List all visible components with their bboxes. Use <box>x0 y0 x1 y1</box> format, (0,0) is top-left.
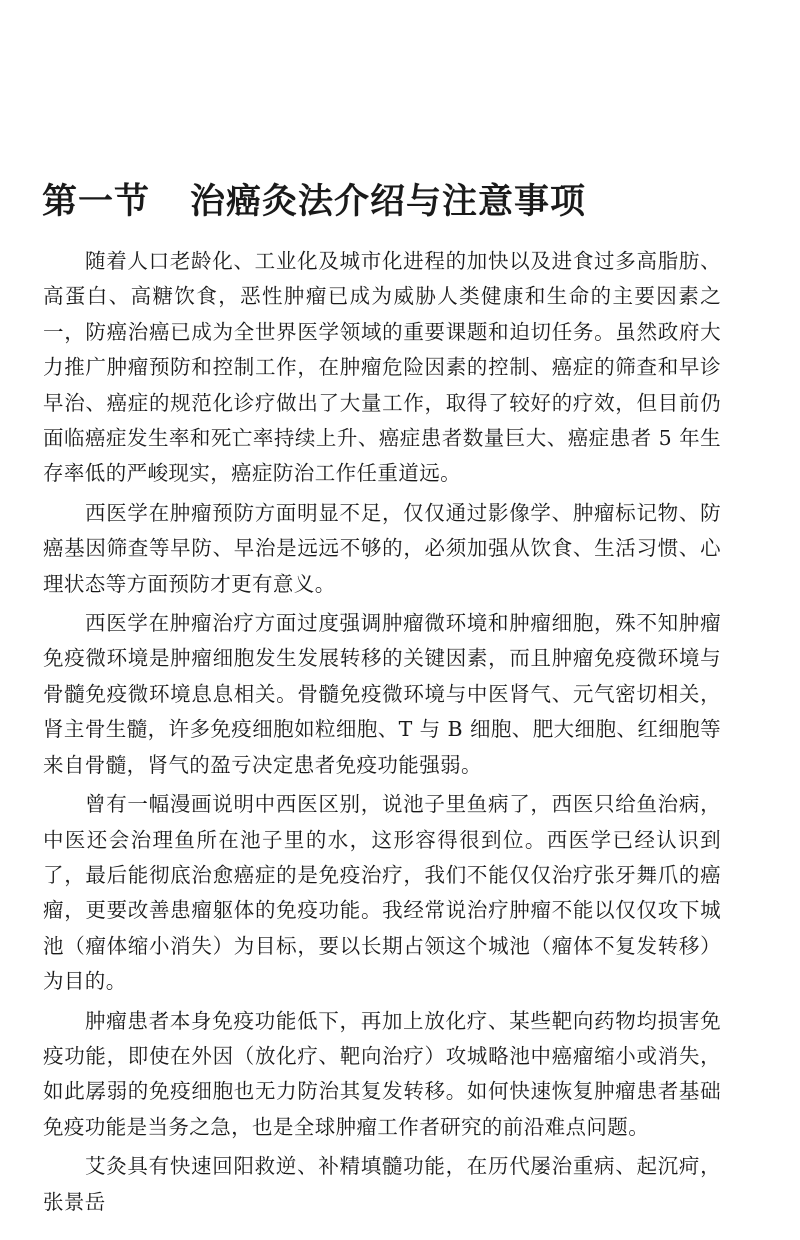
paragraph: 西医学在肿瘤治疗方面过度强调肿瘤微环境和肿瘤细胞，殊不知肿瘤免疫微环境是肿瘤细胞发生发展转移的关键因素，而且肿瘤免疫微环境与骨髓免疫微环境息息相关。骨髓免疫微环境与中医肾气、元气密切相关，肾主骨生髓，许多免疫细胞如粒细胞、T 与 B 细胞、肥大细胞、红细胞等来自骨髓，肾气的盈亏决定患者免疫功能强弱。 <box>43 611 721 777</box>
paragraph: 随着人口老龄化、工业化及城市化进程的加快以及进食过多高脂肪、高蛋白、高糖饮食，恶性肿瘤已成为威胁人类健康和生命的主要因素之一，防癌治癌已成为全世界医学领域的重要课题和迫切任务。虽然政府大力推广肿瘤预防和控制工作，在肿瘤危险因素的控制、癌症的筛查和早诊早治、癌症的规范化诊疗做出了大量工作，取得了较好的疗效，但目前仍面临癌症发生率和死亡率持续上升、癌症患者数量巨大、癌症患者 5 年生存率低的严峻现实，癌症防治工作任重道远。 <box>43 249 721 486</box>
body-text <box>43 244 721 1220</box>
section-heading <box>42 178 800 226</box>
section-number: 第一节 <box>42 182 151 222</box>
paragraph: 艾灸具有快速回阳救逆、补精填髓功能，在历代屡治重病、起沉疴，张景岳 <box>43 1154 721 1214</box>
paragraph: 曾有一幅漫画说明中西医区别，说池子里鱼病了，西医只给鱼治病，中医还会治理鱼所在池子里的水，这形容得很到位。西医学已经认识到了，最后能彻底治愈癌症的是免疫治疗，我们不能仅仅治疗张牙舞爪的癌瘤，更要改善患瘤躯体的免疫功能。我经常说治疗肿瘤不能以仅仅攻下城池（瘤体缩小消失）为目标，要以长期占领这个城池（瘤体不复发转移）为目的。 <box>43 792 721 994</box>
paragraph: 肿瘤患者本身免疫功能低下，再加上放化疗、某些靶向药物均损害免疫功能，即使在外因（放化疗、靶向治疗）攻城略池中癌瘤缩小或消失，如此孱弱的免疫细胞也无力防治其复发转移。如何快速恢复肿瘤患者基础免疫功能是当务之急，也是全球肿瘤工作者研究的前沿难点问题。 <box>43 1008 721 1139</box>
paragraph: 西医学在肿瘤预防方面明显不足，仅仅通过影像学、肿瘤标记物、防癌基因筛查等早防、早治是远远不够的，必须加强从饮食、生活习惯、心理状态等方面预防才更有意义。 <box>43 500 721 596</box>
section-title: 治癌灸法介绍与注意事项 <box>190 182 587 222</box>
